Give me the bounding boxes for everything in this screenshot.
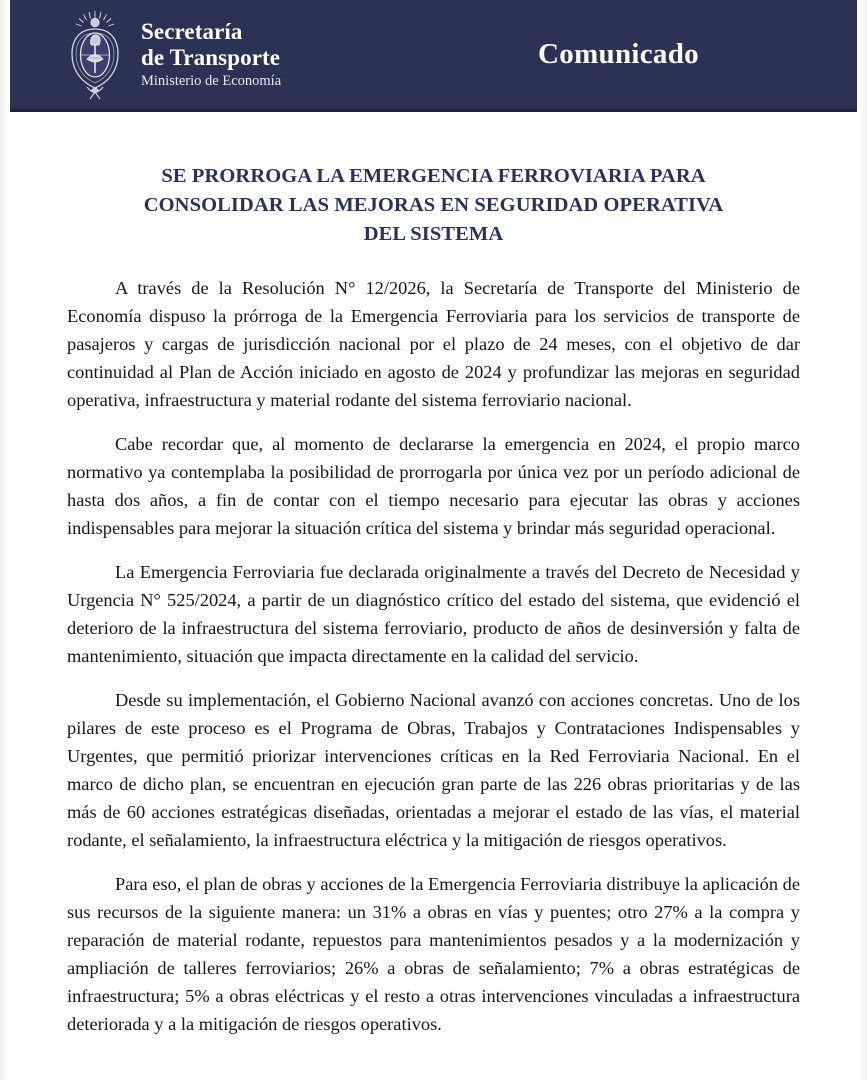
- document-paragraphs: [67, 275, 800, 1038]
- brand-line-1: Secretaría: [141, 19, 243, 45]
- argentina-coat-of-arms-icon: [63, 9, 127, 101]
- document-type-label: Comunicado: [538, 38, 699, 70]
- brand-subtitle: Ministerio de Economía: [141, 73, 282, 90]
- paragraph: La Emergencia Ferroviaria fue declarada originalmente a través del Decreto de Necesidad y Urgencia N° 525/2024, a partir de un diagnóstico crítico del estado del sistema, que evidenció el deterioro de la infraestructura del sistema ferroviario, producto de años de desinversión y falta de mantenimiento, situación que impacta directamente en la calidad del servicio.: [67, 562, 800, 666]
- paragraph: Cabe recordar que, al momento de declararse la emergencia en 2024, el propio marco normativo ya contemplaba la posibilidad de prorrogarla por única vez por un período adicional de hasta dos años, a fin de contar con el tiempo necesario para ejecutar las obras y acciones indispensables para mejorar la situación crítica del sistema y brindar más seguridad operacional.: [67, 434, 800, 539]
- page-title: SE PRORROGA LA EMERGENCIA FERROVIARIA PARA CONSOLIDAR LAS MEJORAS EN SEGURIDAD OPERATIVA DEL SISTEMA: [143, 165, 724, 246]
- document-body: [0, 162, 867, 1039]
- brand-line-2: de Transporte: [141, 45, 281, 71]
- paragraph: Desde su implementación, el Gobierno Nacional avanzó con acciones concretas. Uno de los pilares de este proceso es el Programa de Obras, Trabajos y Contrataciones Indispensables y Urgentes, que permitió priorizar intervenciones críticas en la Red Ferroviaria Nacional. En el marco de dicho plan, se encuentran en ejecución gran parte de las 226 obras prioritarias y de las más de 60 acciones estratégicas diseñadas, orientadas a mejorar el estado de las vías, el material rodante, el señalamiento, la infraestructura eléctrica y la mitigación de riesgos operativos.: [67, 689, 800, 850]
- paragraph: Para eso, el plan de obras y acciones de la Emergencia Ferroviaria distribuye la aplicación de sus recursos de la siguiente manera: un 31% a obras en vías y puentes; otro 27% a la compra y reparación de material rodante, repuestos para mantenimientos pesados y a la modernización y ampliación de talleres ferroviarios; 26% a obras de señalamiento; 7% a obras estratégicas de infraestructura; 5% a obras eléctricas y el resto a otras intervenciones vinculadas a infraestructura deteriorada y a la mitigación de riesgos operativos.: [67, 873, 800, 1034]
- document-header-band: [8, 0, 859, 112]
- paragraph: A través de la Resolución N° 12/2026, la Secretaría de Transporte del Ministerio de Economía dispuso la prórroga de la Emergencia Ferroviaria para los servicios de transporte de pasajeros y cargas de jurisdicción nacional por el plazo de 24 meses, con el objetivo de dar continuidad al Plan de Acción iniciado en agosto de 2024 y profundizar las mejoras en seguridad operativa, infraestructura y material rodante del sistema ferroviario nacional.: [67, 278, 800, 411]
